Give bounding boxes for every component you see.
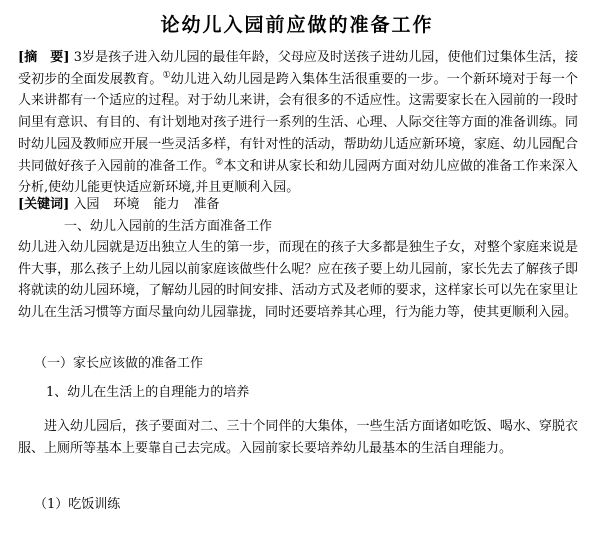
keyword-item: 入园 [73, 197, 100, 212]
footnote-ref-2: ② [215, 157, 224, 168]
subheading-self-care: 1、幼儿在生活上的自理能力的培养 [46, 385, 250, 400]
body-paragraph-1: 幼儿进入幼儿园就是迈出独立人生的第一步，而现在的孩子大多都是独生子女，对整个家庭来说是件大事，那么孩子上幼儿园以前家庭该做些什么呢？应在孩子要上幼儿园前，家长先去了解孩子即将就读的幼儿园环境，了解幼儿园的时间安排、活动方式及老师的要求，这样家长可以先在家里让幼儿在生活习惯等方面尽量向幼儿园靠拢，同时还要培养其心理，行为能力等，使其更顺利入园。 [18, 240, 578, 321]
abstract-text-3: 本文和讲从家长和幼儿园两方面对幼儿应做的准备工作来深入分析,使幼儿能更快适应新环境,并且更顺利入园。 [18, 158, 578, 196]
body-paragraph-2: 进入幼儿园后，孩子要面对二、三十个同伴的大集体，一些生活方面诸如吃饭、喝水、穿脱衣服、上厕所等基本上要靠自己去完成。入园前家长要培养幼儿最基本的生活自理能力。 [18, 419, 578, 456]
keyword-item: 准备 [193, 197, 220, 212]
subheading-eating-training: （1）吃饭训练 [34, 497, 121, 512]
abstract-text-1: 3岁是孩子进入幼儿园的最佳年龄，父母应及时送孩子进幼儿园，使他们过集体生活，接受初步的全面发展教育。 [18, 50, 578, 87]
section-heading: 一、幼儿入园前的生活方面准备工作 [64, 219, 273, 234]
subheading-parent-prep: （一）家长应该做的准备工作 [34, 356, 204, 371]
keywords-label: [关键词] [18, 197, 70, 212]
abstract-text-2: 幼儿进入幼儿园是跨入集体生活很重要的一步。一个新环境对于每一个人来讲都有一个适应的过程。对于幼儿来讲，会有很多的不适应性。这需要家长在入园前的一段时间里有意识、有目的、有计划地对孩子进行一系列的生活、心理、人际交往等方面的准备训练。同时幼儿园及教师应开展一些灵活多样，有针对性的活动，帮助幼儿适应新环境，家庭、幼儿园配合共同做好孩子入园前的准备工作。 [18, 71, 578, 174]
abstract-paragraph [18, 47, 578, 199]
abstract-label: [摘 要] [18, 50, 70, 65]
footnote-ref-1: ① [162, 70, 171, 81]
keywords-line [18, 194, 578, 216]
cutoff-line-fragment [46, 526, 566, 533]
keyword-item: 环境 [113, 197, 140, 212]
cutoff-text-line [46, 526, 566, 533]
document-title: 论幼儿入园前应做的准备工作 [160, 14, 434, 36]
keyword-item: 能力 [153, 197, 180, 212]
